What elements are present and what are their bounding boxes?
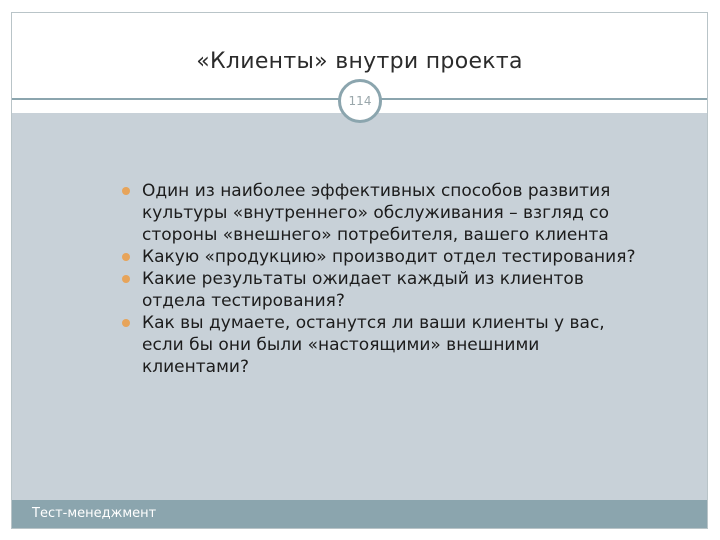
bullet-item (120, 180, 640, 246)
bullet-item (120, 246, 640, 268)
bullet-list (120, 180, 640, 378)
bullet-dot-icon (122, 253, 130, 261)
slide-title: «Клиенты» внутри проекта (196, 49, 523, 74)
bullet-text: Какую «продукцию» производит отдел тестирования? (142, 247, 636, 267)
page-number-badge (338, 79, 382, 123)
bullet-item (120, 268, 640, 312)
bullet-dot-icon (122, 275, 130, 283)
bullet-text: Один из наиболее эффективных способов развития культуры «внутреннего» обслуживания – взгляд со стороны «внешнего» потребителя, вашего клиента (142, 181, 611, 245)
bullet-item (120, 312, 640, 378)
footer-bar (12, 500, 707, 528)
bullet-text: Какие результаты ожидает каждый из клиентов отдела тестирования? (142, 269, 584, 311)
bullet-dot-icon (122, 187, 130, 195)
footer-text: Тест-менеджмент (32, 506, 157, 521)
bullet-dot-icon (122, 319, 130, 327)
bullet-text: Как вы думаете, останутся ли ваши клиенты у вас, если бы они были «настоящими» внешними клиентами? (142, 313, 605, 377)
page-number: 114 (348, 94, 372, 108)
